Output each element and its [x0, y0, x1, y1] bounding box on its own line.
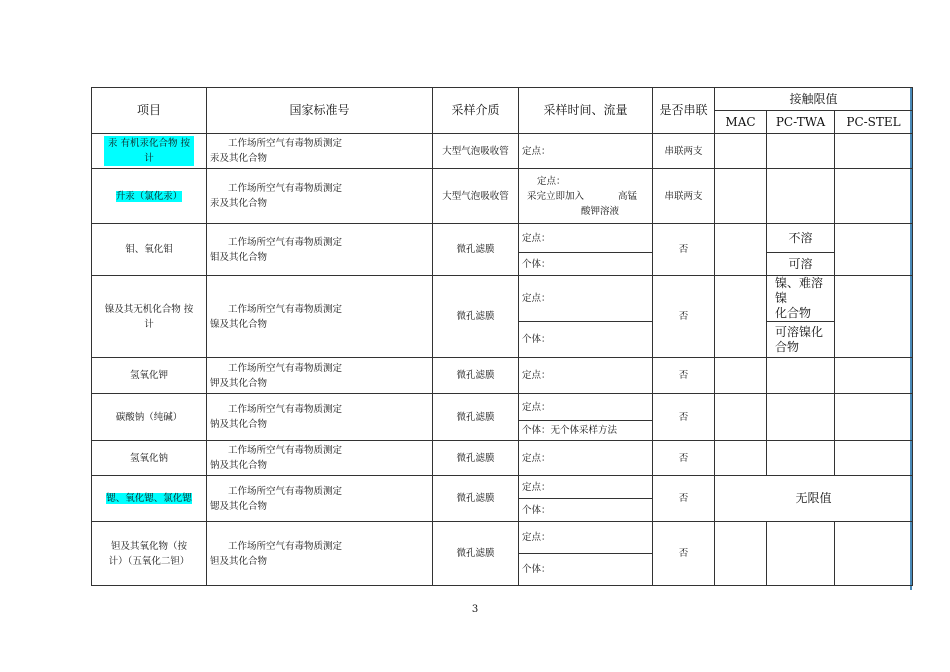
series-cell: 否 [653, 276, 715, 358]
twa-cell: 可溶 [767, 253, 835, 276]
header-pc-twa: PC-TWA [767, 111, 835, 134]
time-cell: 定点： [519, 358, 653, 394]
time-cell-personal: 个体： [519, 499, 653, 522]
medium-cell: 微孔滤膜 [433, 358, 519, 394]
medium-cell: 微孔滤膜 [433, 441, 519, 476]
time-cell: 定点： [519, 134, 653, 169]
table-row [92, 224, 913, 253]
series-cell: 串联两支 [653, 169, 715, 224]
standard-cell: 工作场所空气有毒物质测定 钽及其化合物 [207, 522, 433, 586]
twa-cell: 镍、难溶镍 化合物 [767, 276, 835, 322]
twa-cell: 可溶镍化 合物 [767, 322, 835, 358]
standard-cell: 工作场所空气有毒物质测定 钾及其化合物 [207, 358, 433, 394]
table-row [92, 169, 913, 224]
time-cell-fixed: 定点： [519, 394, 653, 421]
table-row [92, 476, 913, 499]
time-cell-personal: 个体： [519, 322, 653, 358]
series-cell: 否 [653, 522, 715, 586]
medium-cell: 微孔滤膜 [433, 522, 519, 586]
header-standard: 国家标准号 [207, 88, 433, 134]
series-cell: 串联两支 [653, 134, 715, 169]
item-cell: 锶、氧化锶、氯化锶 [106, 493, 192, 504]
medium-cell: 微孔滤膜 [433, 276, 519, 358]
time-cell-personal: 个体：无个体采样方法 [519, 421, 653, 441]
standard-cell: 工作场所空气有毒物质测定 钠及其化合物 [207, 441, 433, 476]
header-medium: 采样介质 [433, 88, 519, 134]
medium-cell: 微孔滤膜 [433, 394, 519, 441]
medium-cell: 微孔滤膜 [433, 224, 519, 276]
table-row [92, 134, 913, 169]
series-cell: 否 [653, 394, 715, 441]
item-cell: 镍及其无机化合物 按 计 [92, 276, 207, 358]
table-row [92, 276, 913, 322]
standard-cell: 工作场所空气有毒物质测定 镍及其化合物 [207, 276, 433, 358]
item-cell: 钼、氧化钼 [92, 224, 207, 276]
time-cell-fixed: 定点： [519, 224, 653, 253]
item-cell: 碳酸钠（纯碱） [92, 394, 207, 441]
item-cell: 氢氧化钠 [92, 441, 207, 476]
sampling-table [91, 87, 913, 586]
standard-cell: 工作场所空气有毒物质测定 钼及其化合物 [207, 224, 433, 276]
time-cell-fixed: 定点： [519, 476, 653, 499]
item-cell: 升汞（氯化汞） [115, 190, 183, 202]
page-number: 3 [471, 604, 479, 615]
limit-cell: 无限值 [715, 476, 913, 522]
header-item: 项目 [92, 88, 207, 134]
item-cell: 汞 有机汞化合物 按计 [104, 136, 194, 166]
medium-cell: 大型气泡吸收管 [433, 169, 519, 224]
time-cell: 定点： 采完立即加入 高锰 酸钾溶液 [519, 169, 653, 224]
time-cell-fixed: 定点： [519, 276, 653, 322]
header-series: 是否串联 [653, 88, 715, 134]
item-cell: 钽及其氧化物（按 计）（五氧化二钽） [92, 522, 207, 586]
table-row [92, 394, 913, 421]
time-cell: 定点： [519, 441, 653, 476]
standard-cell: 工作场所空气有毒物质测定 汞及其化合物 [207, 169, 433, 224]
header-time-flow: 采样时间、流量 [519, 88, 653, 134]
header-pc-stel: PC-STEL [835, 111, 913, 134]
series-cell: 否 [653, 358, 715, 394]
standard-cell: 工作场所空气有毒物质测定 锶及其化合物 [207, 476, 433, 522]
header-mac: MAC [715, 111, 767, 134]
series-cell: 否 [653, 224, 715, 276]
medium-cell: 大型气泡吸收管 [433, 134, 519, 169]
standard-cell: 工作场所空气有毒物质测定 钠及其化合物 [207, 394, 433, 441]
table-row [92, 358, 913, 394]
header-limit-group: 接触限值 [715, 88, 913, 111]
item-cell: 氢氧化钾 [92, 358, 207, 394]
series-cell: 否 [653, 441, 715, 476]
table-row [92, 522, 913, 554]
time-cell-personal: 个体： [519, 253, 653, 276]
table-row [92, 441, 913, 476]
twa-cell: 不溶 [767, 224, 835, 253]
medium-cell: 微孔滤膜 [433, 476, 519, 522]
time-cell-personal: 个体： [519, 554, 653, 586]
time-cell-fixed: 定点： [519, 522, 653, 554]
standard-cell: 工作场所空气有毒物质测定 汞及其化合物 [207, 134, 433, 169]
series-cell: 否 [653, 476, 715, 522]
